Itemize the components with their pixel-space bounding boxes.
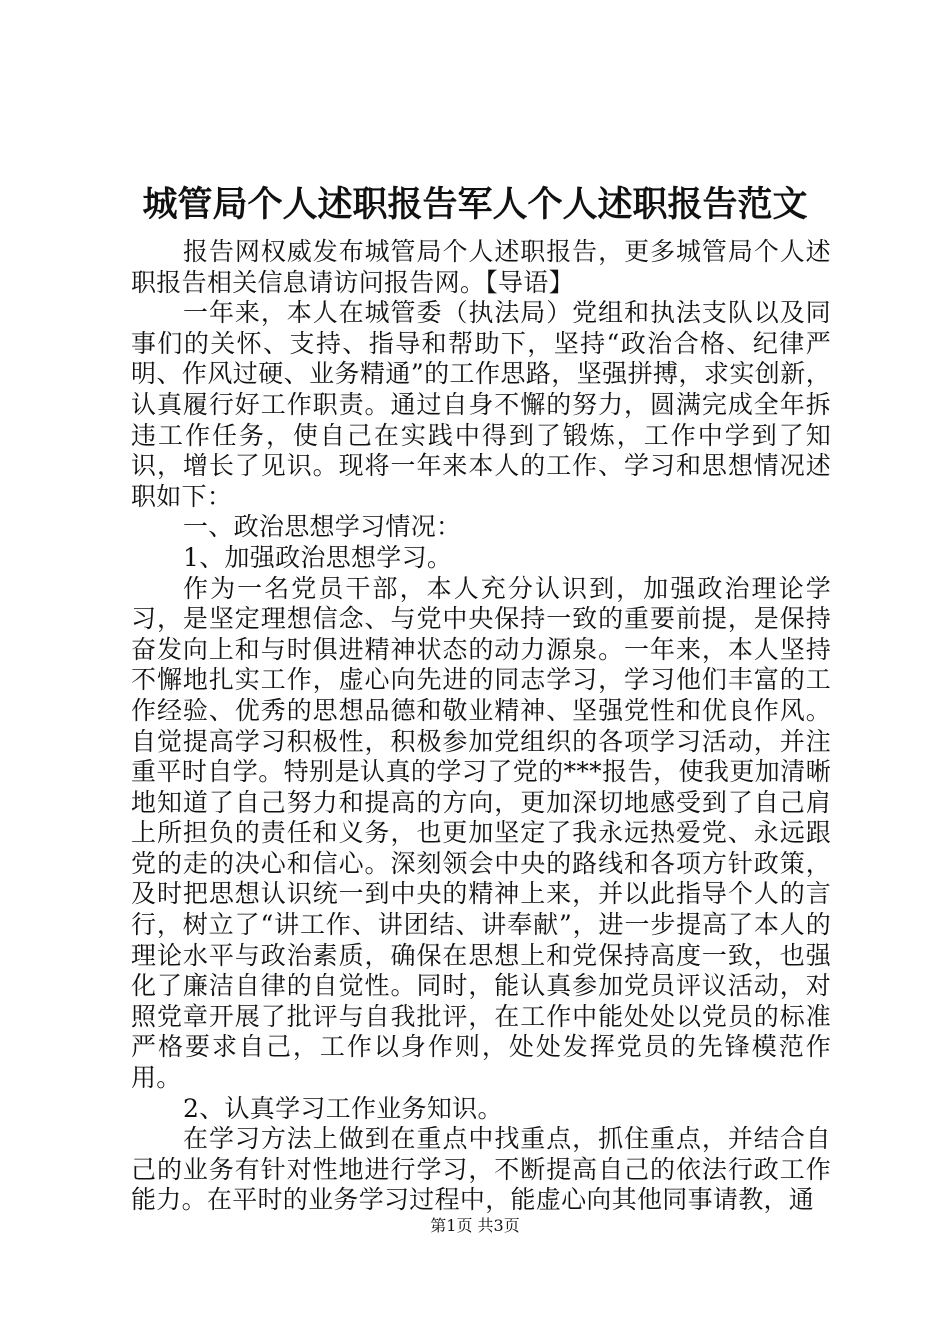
subheading-business-study: 2、认真学习工作业务知识。 (183, 1093, 503, 1123)
paragraph-political-study: 作为一名党员干部，本人充分认识到，加强政治理论学习，是坚定理想信念、与党中央保持一致的重要前提，是保持奋发向上和与时俱进精神状态的动力源泉。一年来，本人坚持不懈地扎实工作，虚心向先进的同志学习，学习他们丰富的工作经验、优秀的思想品德和敬业精神、坚强党性和优良作风。自觉提高学习积极性，积极参加党组织的各项学习活动，并注重平时自学。特别是认真的学习了党的***报告，使我更加清晰地知道了自己努力和提高的方向，更加深切地感受到了自己肩上所担负的责任和义务，也更加坚定了我永远热爱党、永远跟党的走的决心和信心。深刻领会中央的路线和各项方针政策，及时把思想认识统一到中央的精神上来，并以此指导个人的言行，树立了“讲工作、讲团结、讲奉献”，进一步提高了本人的理论水平与政治素质，确保在思想上和党保持高度一致，也强化了廉洁自律的自觉性。同时，能认真参加党员评议活动，对照党章开展了批评与自我批评，在工作中能处处以党员的标准严格要求自己，工作以身作则，处处发挥党员的先锋模范作用。 (131, 573, 831, 1093)
paragraph-overview: 一年来，本人在城管委（执法局）党组和执法支队以及同事们的关怀、支持、指导和帮助下，坚持“政治合格、纪律严明、作风过硬、业务精通”的工作思路，坚强拼搏，求实创新，认真履行好工作职责。通过自身不懈的努力，圆满完成全年拆违工作任务，使自己在实践中得到了锻炼，工作中学到了知识，增长了见识。现将一年来本人的工作、学习和思想情况述职如下： (131, 298, 831, 511)
subheading-political-study: 1、加强政治思想学习。 (183, 542, 453, 572)
page-footer: 第1页 共3页 (430, 1216, 520, 1235)
document-body (131, 237, 831, 1216)
document-title: 城管局个人述职报告军人个人述职报告范文 (142, 184, 808, 225)
paragraph-business-study: 在学习方法上做到在重点中找重点，抓住重点，并结合自己的业务有针对性地进行学习，不断提高自己的依法行政工作能力。在平时的业务学习过程中，能虚心向其他同事请教，通 (131, 1124, 831, 1215)
paragraph-intro: 报告网权威发布城管局个人述职报告，更多城管局个人述职报告相关信息请访问报告网。【导语】 (131, 237, 831, 297)
section-heading-political: 一、政治思想学习情况： (183, 512, 462, 542)
